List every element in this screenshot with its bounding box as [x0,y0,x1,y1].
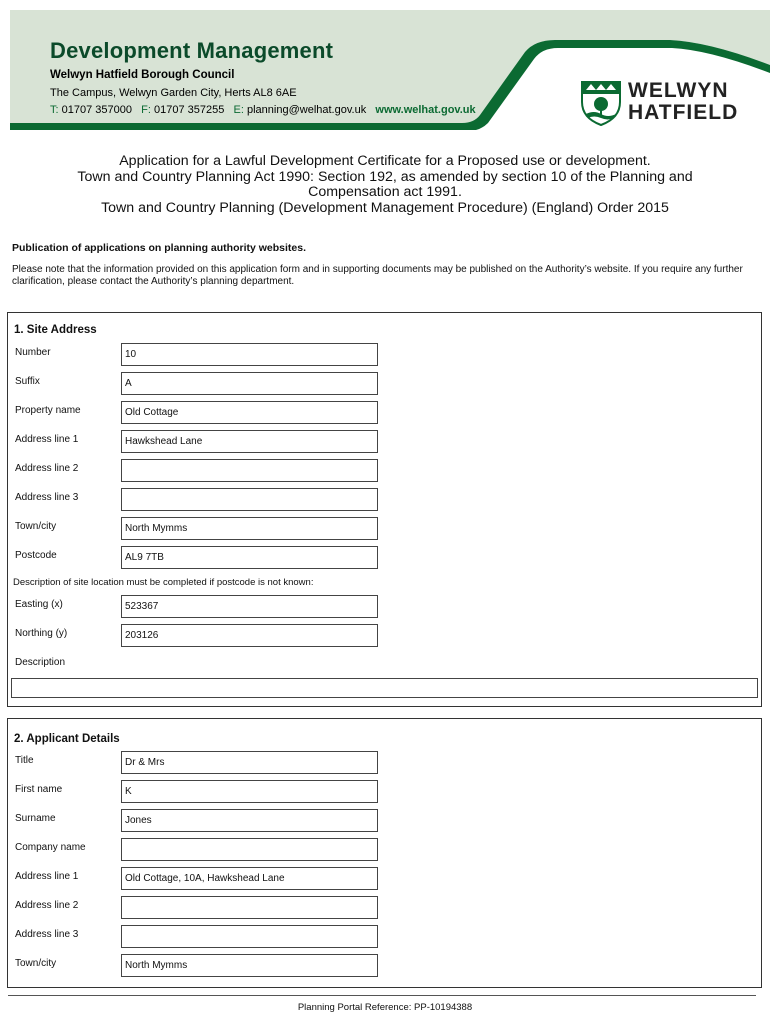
title-line-2: Town and Country Planning Act 1990: Section 192, as amended by section 10 of the Planning and [77,168,693,185]
crest-icon [580,80,622,126]
address-line-3-label: Address line 3 [15,492,79,503]
document-title [30,154,740,216]
address-line-2-field[interactable] [121,459,378,482]
suffix-field[interactable]: A [121,372,378,395]
logo-line-1: WELWYN [628,79,729,102]
number-field[interactable]: 10 [121,343,378,366]
fax-number: 01707 357255 [154,104,225,116]
address-line-3-field[interactable] [121,488,378,511]
publication-heading: Publication of applications on planning authority websites. [12,242,307,254]
planning-portal-reference: Planning Portal Reference: PP-10194388 [297,1002,473,1013]
surname-label: Surname [15,813,56,824]
applicant-address-line-1-field[interactable]: Old Cottage, 10A, Hawkshead Lane [121,867,378,890]
council-address: The Campus, Welwyn Garden City, Herts AL8 6AE [50,87,297,99]
title-line-1: Application for a Lawful Development Certificate for a Proposed use or development. [119,153,651,169]
northing-field[interactable]: 203126 [121,624,378,647]
website-link[interactable]: www.welhat.gov.uk [375,104,476,116]
header-banner [10,10,770,130]
applicant-address-line-2-label: Address line 2 [15,900,79,911]
northing-label: Northing (y) [15,628,68,639]
applicant-address-line-1-label: Address line 1 [15,871,79,882]
header-title: Development Management [50,38,334,63]
applicant-address-line-2-field[interactable] [121,896,378,919]
logo-line-2: HATFIELD [628,101,739,124]
email-address[interactable]: planning@welhat.gov.uk [247,104,367,116]
postcode-label: Postcode [15,550,57,561]
address-line-2-label: Address line 2 [15,463,79,474]
description-field[interactable] [11,678,758,698]
easting-field[interactable]: 523367 [121,595,378,618]
contact-line [50,104,476,116]
council-name: Welwyn Hatfield Borough Council [50,69,235,81]
easting-label: Easting (x) [15,599,63,610]
surname-field[interactable]: Jones [121,809,378,832]
section-heading: 2. Applicant Details [14,733,120,745]
applicant-address-line-3-field[interactable] [121,925,378,948]
tel-number: 01707 357000 [61,104,132,116]
address-line-1-label: Address line 1 [15,434,79,445]
description-label: Description [15,657,66,668]
location-note: Description of site location must be completed if postcode is not known: [13,577,314,588]
address-line-1-field[interactable]: Hawkshead Lane [121,430,378,453]
publication-text: Please note that the information provided on this application form and in supporting documents may be published on the Authority’s website. If you require any further clarification, please contact the Authority’s planning department. [12,264,743,287]
town-field[interactable]: North Mymms [121,517,378,540]
applicant-town-label: Town/city [15,958,57,969]
company-name-field[interactable] [121,838,378,861]
title-line-4: Town and Country Planning (Development Management Procedure) (England) Order 2015 [101,199,669,216]
fax-label: F: [141,104,151,116]
footer-divider [8,995,756,996]
section-heading: 1. Site Address [14,324,97,336]
town-label: Town/city [15,521,57,532]
logo-text [628,80,738,124]
suffix-label: Suffix [15,376,40,387]
postcode-field[interactable]: AL9 7TB [121,546,378,569]
first-name-label: First name [15,784,63,795]
applicant-town-field[interactable]: North Mymms [121,954,378,977]
email-label: E: [233,104,244,116]
tel-label: T: [50,104,59,116]
number-label: Number [15,347,51,358]
title-line-3: Compensation act 1991. [308,184,462,200]
welwyn-hatfield-logo [580,80,770,130]
property-name-label: Property name [15,405,81,416]
property-name-field[interactable]: Old Cottage [121,401,378,424]
first-name-field[interactable]: K [121,780,378,803]
applicant-address-line-3-label: Address line 3 [15,929,79,940]
title-field[interactable]: Dr & Mrs [121,751,378,774]
company-name-label: Company name [15,842,86,853]
title-label: Title [15,755,34,766]
